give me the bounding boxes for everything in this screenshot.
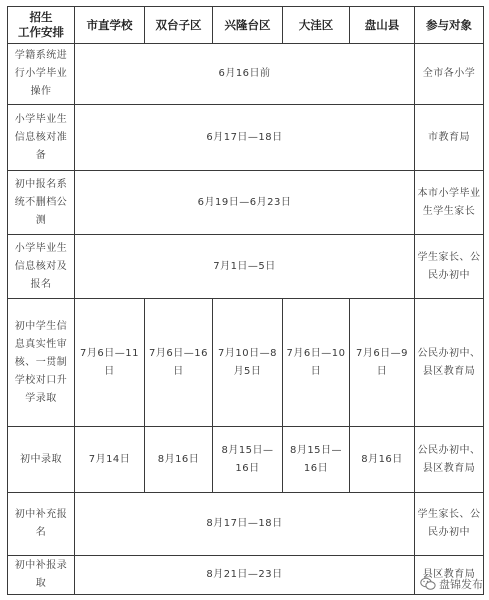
date-cell: 8月17日—18日 (75, 493, 415, 556)
date-cell: 8月21日—23日 (75, 556, 415, 595)
table-row (8, 171, 484, 235)
header-col-1: 市直学校 (75, 7, 145, 44)
task-cell: 初中录取 (8, 427, 75, 493)
audience-cell: 本市小学毕业生学生家长 (415, 171, 484, 235)
table-row (8, 427, 484, 493)
table-row (8, 105, 484, 171)
date-cell: 8月15日—16日 (213, 427, 283, 493)
watermark (420, 576, 483, 592)
table-row (8, 556, 484, 595)
header-task (8, 7, 75, 44)
task-cell: 学籍系统进行小学毕业操作 (8, 44, 75, 105)
header-col-5: 盘山县 (350, 7, 415, 44)
date-cell: 6月17日—18日 (75, 105, 415, 171)
date-cell: 6月16日前 (75, 44, 415, 105)
task-cell: 初中报名系统不删档公测 (8, 171, 75, 235)
audience-cell: 全市各小学 (415, 44, 484, 105)
date-cell: 7月10日—8月5日 (213, 299, 283, 427)
header-row (8, 7, 484, 44)
task-cell: 小学毕业生信息核对准备 (8, 105, 75, 171)
audience-cell: 学生家长、公民办初中 (415, 493, 484, 556)
date-cell: 7月14日 (75, 427, 145, 493)
header-task-label: 招生 工作安排 (18, 10, 64, 39)
watermark-text: 盘锦发布 (439, 578, 483, 591)
audience-cell: 市教育局 (415, 105, 484, 171)
audience-cell: 县区教育局 (415, 556, 484, 595)
audience-cell: 学生家长、公民办初中 (415, 235, 484, 299)
task-cell: 初中学生信息真实性审核、一贯制学校对口升学录取 (8, 299, 75, 427)
audience-cell: 公民办初中、县区教育局 (415, 299, 484, 427)
date-cell: 7月6日—11日 (75, 299, 145, 427)
date-cell: 7月6日—16日 (145, 299, 213, 427)
date-cell: 8月16日 (145, 427, 213, 493)
audience-cell: 公民办初中、县区教育局 (415, 427, 484, 493)
task-cell: 小学毕业生信息核对及报名 (8, 235, 75, 299)
task-cell: 初中补充报名 (8, 493, 75, 556)
table-row (8, 235, 484, 299)
date-cell: 7月1日—5日 (75, 235, 415, 299)
header-col-4: 大洼区 (283, 7, 350, 44)
header-audience: 参与对象 (415, 7, 484, 44)
header-col-2: 双台子区 (145, 7, 213, 44)
wechat-icon (420, 577, 436, 591)
date-cell: 8月15日—16日 (283, 427, 350, 493)
date-cell: 7月6日—9日 (350, 299, 415, 427)
header-col-3: 兴隆台区 (213, 7, 283, 44)
table-row (8, 44, 484, 105)
date-cell: 6月19日—6月23日 (75, 171, 415, 235)
enrollment-schedule-table (7, 6, 484, 595)
table-row (8, 493, 484, 556)
task-cell: 初中补报录取 (8, 556, 75, 595)
table-row (8, 299, 484, 427)
date-cell: 8月16日 (350, 427, 415, 493)
date-cell: 7月6日—10日 (283, 299, 350, 427)
